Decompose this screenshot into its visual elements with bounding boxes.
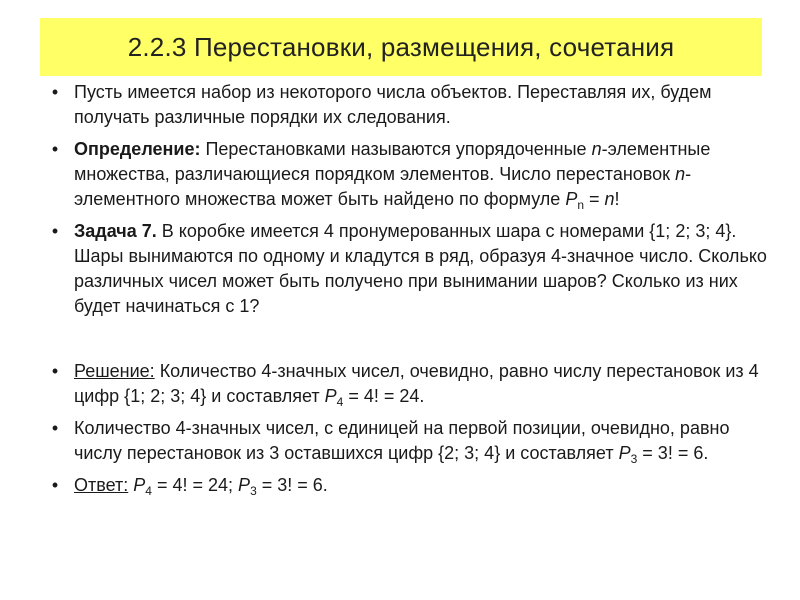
bullet-icon: •: [51, 361, 59, 381]
solution-p: P: [324, 386, 337, 406]
list-item-intro: [48, 80, 768, 130]
formula-sub: n: [577, 198, 585, 212]
list-item-definition: [48, 137, 768, 212]
solution-sub: 4: [336, 395, 344, 409]
content-list: [48, 80, 768, 505]
solution-text: Количество 4-значных чисел, очевидно, равно числу перестановок из 4 цифр {1; 2; 3; 4} и составляет: [74, 361, 759, 406]
answer-sub-1: 4: [145, 484, 152, 498]
list-item-solution: [48, 359, 768, 409]
bullet-icon: •: [51, 82, 59, 102]
definition-text-3: -элементного множества может быть найдено по формуле: [74, 164, 692, 209]
formula-p: P: [565, 189, 578, 209]
bullet-icon: •: [51, 221, 59, 241]
answer-mid: = 4! = 24;: [151, 475, 239, 495]
list-item-second: [48, 416, 768, 466]
list-item-answer: [48, 473, 768, 498]
definition-label: Определение:: [74, 139, 201, 159]
second-sub: 3: [630, 452, 638, 466]
bullet-icon: •: [51, 418, 59, 438]
list-item-task: [48, 219, 768, 319]
answer-p-1: P: [133, 475, 146, 495]
bullet-icon: •: [51, 475, 59, 495]
task-text: В коробке имеется 4 пронумерованных шара с номерами {1; 2; 3; 4}. Шары вынимаются по одному и кладутся в ряд, образуя 4-значное число. Сколько различных чисел может быть получено при вынимании шаров? Сколько из них будет начинаться с 1?: [74, 221, 767, 316]
formula-n: n: [604, 189, 615, 209]
definition-n-2: n: [675, 164, 686, 184]
formula-end: !: [614, 189, 620, 209]
intro-text: Пусть имеется набор из некоторого числа объектов. Переставляя их, будем получать различные порядки их следования.: [74, 82, 712, 127]
second-p: P: [618, 443, 631, 463]
definition-text-1: Перестановками называются упорядоченные: [200, 139, 592, 159]
answer-sub-2: 3: [250, 484, 257, 498]
second-text: Количество 4-значных чисел, с единицей на первой позиции, очевидно, равно числу перестановок из 3 оставшихся цифр {2; 3; 4} и составляет: [74, 418, 730, 463]
definition-text-2: -элементные множества, различающиеся порядком элементов. Число перестановок: [74, 139, 711, 184]
task-label: Задача 7.: [74, 221, 157, 241]
answer-label: Ответ:: [74, 475, 129, 495]
answer-end: = 3! = 6.: [256, 475, 328, 495]
bullet-icon: •: [51, 139, 59, 159]
title-bar: [40, 18, 762, 76]
formula-eq: =: [584, 189, 605, 209]
second-end: = 3! = 6.: [637, 443, 709, 463]
solution-end: = 4! = 24.: [343, 386, 425, 406]
definition-n-1: n: [591, 139, 602, 159]
answer-p-2: P: [238, 475, 251, 495]
solution-label: Решение:: [74, 361, 155, 381]
slide-title: 2.2.3 Перестановки, размещения, сочетания: [127, 31, 675, 62]
